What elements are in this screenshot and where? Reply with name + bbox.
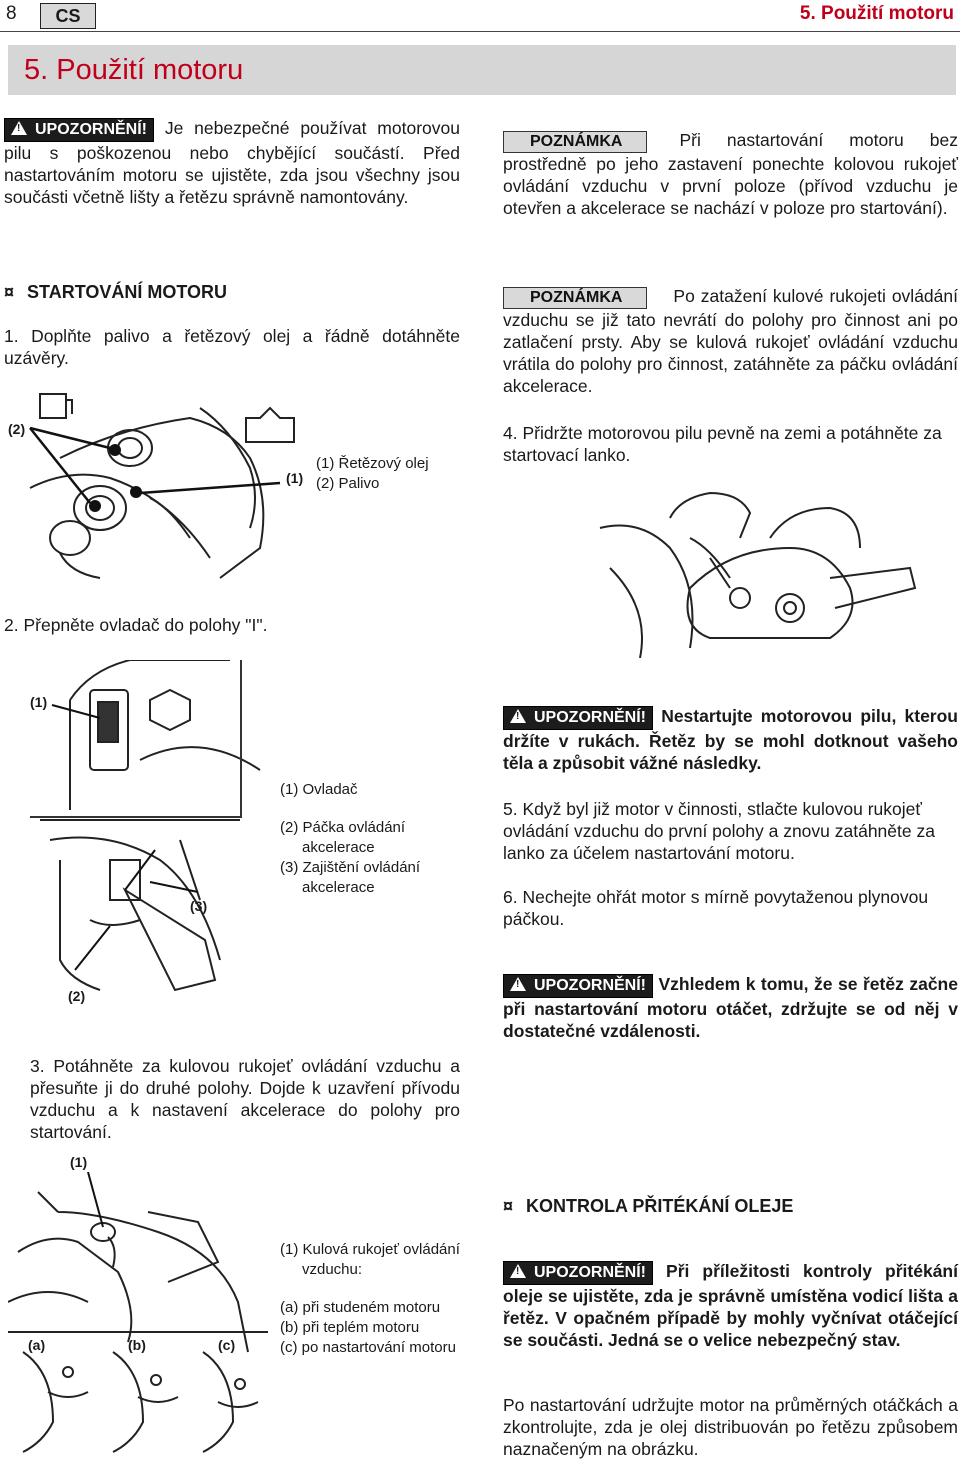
header-rule bbox=[0, 31, 960, 32]
figure-divider bbox=[30, 816, 240, 818]
fig2-label-2: (2) bbox=[68, 988, 86, 1004]
fig2-legend-1: (1) Ovladač bbox=[280, 781, 358, 798]
warning-triangle-icon bbox=[11, 121, 27, 135]
section-title: 5. Použití motoru bbox=[24, 54, 244, 86]
fig1-label-2: (2) bbox=[8, 421, 26, 437]
step-3: 3. Potáhněte za kulovou rukojeť ovládání vzduchu a přesuňte ji do druhé polohy. Dojde k uzavření přívodu vzduchu a k nastavení akcelerace do polohy pro startování. bbox=[30, 1056, 460, 1142]
warning-triangle-icon bbox=[510, 977, 526, 991]
fig1-legend-1: (1) Řetězový olej bbox=[316, 455, 429, 472]
fig1-legend-2: (2) Palivo bbox=[316, 475, 380, 492]
warning-badge: !UPOZORNĚNÍ! bbox=[4, 118, 154, 142]
heading-symbol: ¤ bbox=[503, 1196, 514, 1216]
warning-block-2 bbox=[503, 705, 958, 774]
heading-text: STARTOVÁNÍ MOTORU bbox=[27, 282, 228, 302]
note-block-1 bbox=[503, 129, 958, 219]
step-1: 1. Doplňte palivo a řetězový olej a řádně dotáhněte uzávěry. bbox=[4, 326, 460, 368]
step-5: 5. Když byl již motor v činnosti, stlačte kulovou rukojeť ovládání vzduchu do první polohy a znovu zatáhněte za lanko za účelem nastartování motoru. bbox=[503, 799, 935, 863]
warning-text: Vzhledem k tomu, že se řetěz začne při nastartování motoru otáčet, zdržujte se od něj v dostatečné vzdálenosti. bbox=[503, 974, 958, 1041]
warning-triangle-icon bbox=[510, 1264, 526, 1278]
fig2-legend-2: (2) Páčka ovládání akcelerace bbox=[280, 819, 406, 856]
language-badge: CS bbox=[40, 3, 96, 29]
note-block-2 bbox=[503, 285, 958, 397]
figure-divider-vertical bbox=[240, 660, 242, 818]
choke-knob-illustration bbox=[8, 1172, 278, 1462]
fig3-label-c: (c) bbox=[218, 1337, 236, 1353]
warning-badge: !UPOZORNĚNÍ! bbox=[503, 1261, 653, 1285]
final-paragraph: Po nastartování udržujte motor na průměrných otáčkách a zkontrolujte, zda je olej distribuován po řetězu způsobem naznačeným na obrázku. bbox=[503, 1395, 958, 1459]
warning-block-1 bbox=[4, 117, 460, 208]
fig3-label-b: (b) bbox=[128, 1337, 146, 1353]
fig2-legend bbox=[280, 780, 460, 898]
warning-text: Je nebezpečné používat motorovou pilu s poškozenou nebo chybějící součástí. Před nastartováním motoru se ujistěte, zda jsou všechny jsou součásti včetně lišty a řetězu správně namontovány. bbox=[4, 118, 460, 207]
fig2-label-1: (1) bbox=[30, 694, 48, 710]
warning-text: Při příležitosti kontroly přitékání oleje se ujistěte, zda je správně umístěna vodicí lišta a řetěz. V opačném případě by mohly vyčnívat otáčející se součásti. Jedná se o velice nebezpečný stav. bbox=[503, 1261, 958, 1350]
note-badge: POZNÁMKA bbox=[503, 287, 647, 309]
fig3-legend-c: (c) po nastartování motoru bbox=[280, 1339, 456, 1356]
fuel-oil-caps-illustration bbox=[0, 388, 310, 588]
fig3-legend bbox=[280, 1240, 465, 1358]
note-text: Při nastartování motoru bez prostředně po jeho zastavení ponechte kolovou rukojeť ovládání vzduchu v první poloze (přívod vzduchu je otevřen a akcelerace se nachází v poloze pro startování). bbox=[503, 130, 958, 218]
step-2: 2. Přepněte ovladač do polohy "I". bbox=[4, 615, 268, 635]
warning-block-3 bbox=[503, 973, 958, 1042]
fig3-label-a: (a) bbox=[28, 1337, 46, 1353]
fig3-legend-1: (1) Kulová rukojeť ovládání vzduchu: bbox=[280, 1241, 460, 1278]
step-4: 4. Přidržte motorovou pilu pevně na zemi a potáhněte za startovací lanko. bbox=[503, 423, 942, 465]
warning-block-4 bbox=[503, 1260, 958, 1351]
note-badge: POZNÁMKA bbox=[503, 131, 647, 153]
warning-text: Nestartujte motorovou pilu, kterou držíte v rukách. Řetěz by se mohl dotknout vašeho těla a způsobit vážné následky. bbox=[503, 706, 958, 773]
page-number: 8 bbox=[6, 3, 17, 24]
fig3-label-1: (1) bbox=[70, 1154, 88, 1170]
fig2-label-3: (3) bbox=[190, 898, 208, 914]
switch-throttle-illustration bbox=[30, 660, 270, 1010]
fig2-legend-3: (3) Zajištění ovládání akcelerace bbox=[280, 859, 421, 896]
step-6: 6. Nechejte ohřát motor s mírně povytaženou plynovou páčkou. bbox=[503, 887, 929, 929]
fig3-legend-a: (a) při studeném motoru bbox=[280, 1299, 441, 1316]
heading-text: KONTROLA PŘITÉKÁNÍ OLEJE bbox=[526, 1196, 794, 1216]
fig1-legend bbox=[316, 454, 429, 494]
oil-heading bbox=[503, 1195, 793, 1217]
warning-triangle-icon bbox=[510, 709, 526, 723]
warning-badge: !UPOZORNĚNÍ! bbox=[503, 974, 653, 998]
heading-symbol: ¤ bbox=[4, 282, 15, 302]
running-title: 5. Použití motoru bbox=[799, 3, 954, 24]
note-text: Po zatažení kulové rukojeti ovládání vzduchu se již tato nevrátí do polohy pro činnost ani po zatlačení prsty. Aby se kulová rukojeť ovládání vzduchu vrátila do polohy pro činnost, zatáhněte za páčku ovládání akcelerace. bbox=[503, 286, 958, 396]
start-heading bbox=[4, 281, 227, 303]
chainsaw-start-illustration bbox=[590, 478, 920, 658]
warning-badge: !UPOZORNĚNÍ! bbox=[503, 706, 653, 730]
fig1-label-1: (1) bbox=[286, 470, 304, 486]
fig3-legend-b: (b) při teplém motoru bbox=[280, 1319, 420, 1336]
